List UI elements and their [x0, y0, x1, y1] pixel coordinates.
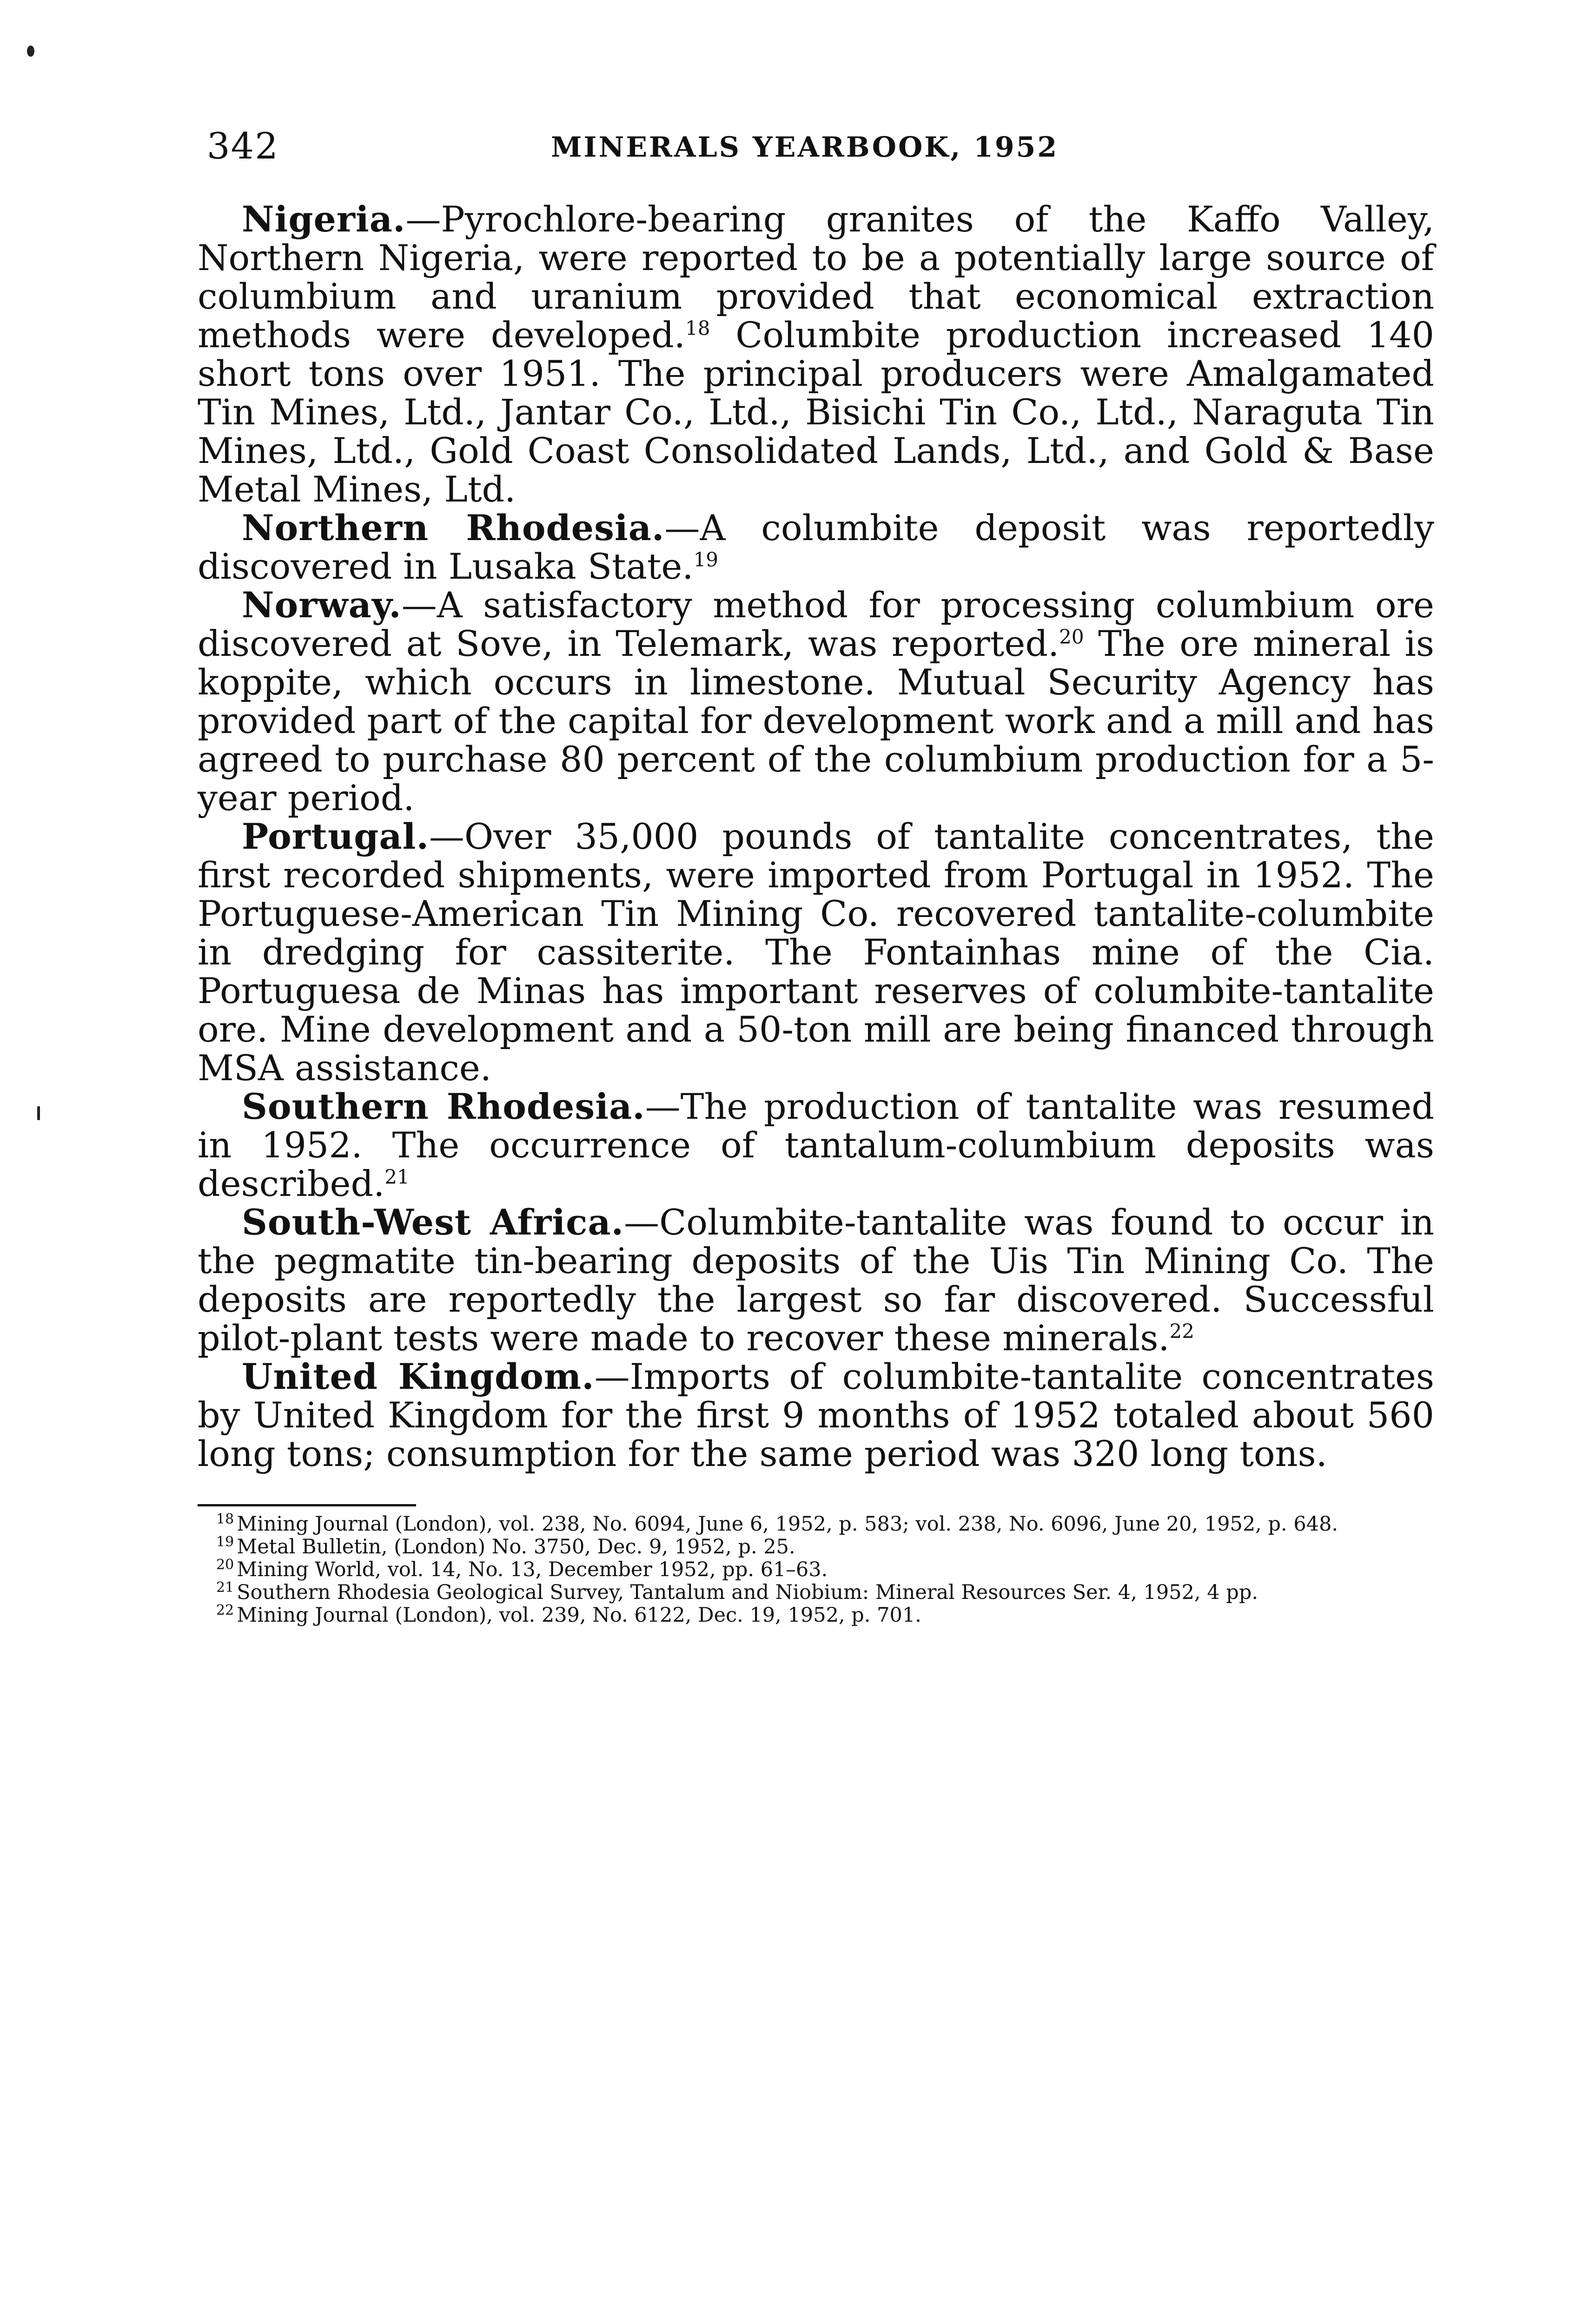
- footnote-number: 22: [216, 1602, 234, 1618]
- country-heading: Portugal.: [242, 816, 429, 857]
- footnote-text: Metal Bulletin, (London) No. 3750, Dec. 9, 1952, p. 25.: [237, 1535, 795, 1558]
- section-text: —A columbite deposit was reportedly discovered in Lusaka State.: [198, 507, 1434, 587]
- section-south-west-africa: [198, 1203, 1434, 1357]
- country-heading: Nigeria.: [242, 198, 406, 240]
- footnote-18: [216, 1513, 1444, 1536]
- footnote-reference: 22: [1169, 1320, 1194, 1343]
- body-text: [198, 200, 1434, 1473]
- section-portugal: [198, 817, 1434, 1087]
- footnote-21: [216, 1581, 1444, 1604]
- section-text: —Pyrochlore-bearing granites of the Kaffo Valley, Northern Nigeria, were reported to be a potentially large source of columbium and uranium provided that economical extraction methods were developed.: [198, 198, 1434, 356]
- footnote-text: Southern Rhodesia Geological Survey, Tantalum and Niobium: Mineral Resources Ser. 4, 1952, 4 pp.: [237, 1581, 1258, 1604]
- footnote-19: [216, 1533, 1444, 1558]
- footnote-text: Mining World, vol. 14, No. 13, December 1952, pp. 61–63.: [237, 1558, 828, 1581]
- section-text: Columbite production increased 140 short tons over 1951. The principal producers were Amalgamated Tin Mines, Ltd., Jantar Co., Ltd., Bisichi Tin Co., Ltd., Naraguta Tin Mines, Ltd., Gold Coast Consolidated Lands, Ltd., and Gold & Base Metal Mines, Ltd.: [198, 314, 1434, 510]
- footnote-text: Mining Journal (London), vol. 239, No. 6122, Dec. 19, 1952, p. 701.: [237, 1604, 921, 1627]
- footnote-22: [216, 1604, 1444, 1627]
- section-norway: [198, 586, 1434, 817]
- section-northern-rhodesia: [198, 508, 1434, 586]
- footnote-number: 21: [216, 1579, 234, 1596]
- section-text: —A satisfactory method for processing columbium ore discovered at Sove, in Telemark, was reported.: [198, 584, 1434, 664]
- section-text: —Imports of columbite-tantalite concentrates by United Kingdom for the first 9 months of 1952 totaled about 560 long tons; consumption for the same period was 320 long tons.: [198, 1356, 1434, 1474]
- section-nigeria: [198, 200, 1434, 508]
- section-text: The ore mineral is koppite, which occurs in limestone. Mutual Security Agency has provided part of the capital for development work and a mill and has agreed to purchase 80 percent of the columbium production for a 5-year period.: [198, 623, 1434, 819]
- footnote-reference: 19: [693, 548, 719, 571]
- country-heading: United Kingdom.: [242, 1356, 595, 1397]
- footnotes: [216, 1513, 1444, 1627]
- section-text: —The production of tantalite was resumed in 1952. The occurrence of tantalum-columbium deposits was described.: [198, 1086, 1434, 1204]
- page-number: 342: [207, 125, 279, 167]
- section-text: —Over 35,000 pounds of tantalite concentrates, the first recorded shipments, were imported from Portugal in 1952. The Portuguese-American Tin Mining Co. recovered tantalite-columbite in dredging for cassiterite. The Fontainhas mine of the Cia. Portuguesa de Minas has important reserves of columbite-tantalite ore. Mine development and a 50-ton mill are being financed through MSA assistance.: [198, 816, 1434, 1089]
- footnote-text: Mining Journal (London), vol. 238, No. 6094, June 6, 1952, p. 583; vol. 238, No. 6096, June 20, 1952, p. 648.: [237, 1512, 1338, 1536]
- running-title: MINERALS YEARBOOK, 1952: [551, 131, 1059, 164]
- footnote-number: 20: [216, 1556, 234, 1573]
- footnote-reference: 18: [685, 317, 710, 340]
- country-heading: Norway.: [242, 584, 402, 626]
- section-united-kingdom: [198, 1357, 1434, 1473]
- footnote-20: [216, 1558, 1444, 1581]
- footnote-divider: [198, 1504, 416, 1506]
- footnote-number: 19: [216, 1533, 234, 1550]
- page-header: [207, 125, 1416, 177]
- scan-speck-mark: [37, 1106, 40, 1120]
- section-southern-rhodesia: [198, 1087, 1434, 1203]
- country-heading: Southern Rhodesia.: [242, 1086, 645, 1127]
- footnote-reference: 21: [384, 1165, 410, 1188]
- section-text: —Columbite-tantalite was found to occur in the pegmatite tin-bearing deposits of the Uis Tin Mining Co. The deposits are reportedly the largest so far discovered. Successful pilot-plant tests were made to recover these minerals.: [198, 1202, 1434, 1359]
- country-heading: Northern Rhodesia.: [242, 507, 665, 548]
- country-heading: South-West Africa.: [242, 1202, 624, 1243]
- footnote-number: 18: [216, 1511, 234, 1527]
- scan-speck-mark: [27, 46, 34, 57]
- footnote-reference: 20: [1059, 625, 1084, 648]
